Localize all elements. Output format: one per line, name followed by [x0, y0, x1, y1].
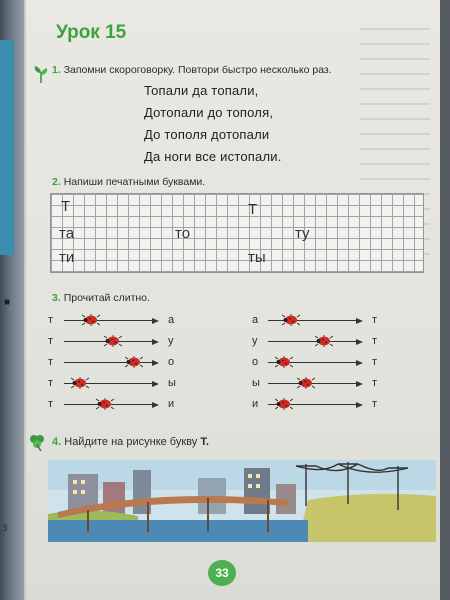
arrow-head: [152, 360, 159, 366]
ladybug-icon: [104, 335, 122, 347]
meadow: [298, 494, 436, 542]
building: [276, 484, 296, 514]
start-letter: т: [48, 356, 54, 368]
end-letter: о: [168, 356, 175, 368]
end-letter: ы: [168, 377, 176, 389]
ladybug-icon: [297, 377, 315, 389]
arrow-head: [356, 360, 363, 366]
building: [198, 478, 226, 514]
start-letter: о: [252, 356, 259, 368]
task-4-title: [52, 436, 209, 448]
workbook-page: [24, 0, 440, 600]
end-letter: и: [168, 398, 175, 410]
poem-line: Топали да топали,: [144, 83, 259, 98]
end-letter: т: [372, 398, 378, 410]
start-letter: у: [252, 335, 258, 347]
arrow-head: [152, 339, 159, 345]
end-letter: у: [168, 335, 174, 347]
reading-arrow: [268, 341, 358, 342]
task-2-number: 2.: [52, 176, 61, 188]
start-letter: и: [252, 398, 259, 410]
arrow-head: [152, 402, 159, 408]
grid-letter: Т: [248, 201, 258, 218]
end-letter: т: [372, 356, 378, 368]
grid-syllable: ту: [295, 225, 310, 242]
ladybug-icon: [315, 335, 333, 347]
task-4-number: 4.: [52, 436, 62, 448]
ladybug-icon: [282, 314, 300, 326]
ladybug-icon: [275, 398, 293, 410]
previous-page-edge: [0, 40, 14, 255]
arrow-head: [356, 381, 363, 387]
ladybug-icon: [71, 377, 89, 389]
start-letter: т: [48, 377, 54, 389]
poem-line: Да ноги все истопали.: [144, 149, 282, 164]
poem-line: Дотопали до тополя,: [144, 105, 274, 120]
ladybug-icon: [96, 398, 114, 410]
ladybug-icon: [275, 356, 293, 368]
reading-arrow: [64, 320, 154, 321]
end-letter: а: [168, 314, 175, 326]
arrow-head: [356, 402, 363, 408]
find-letter-illustration[interactable]: [48, 460, 436, 542]
task-1-text: Запомни скороговорку. Повтори быстро несколько раз.: [63, 64, 332, 76]
start-letter: ы: [252, 377, 260, 389]
task-4-letter: Т.: [200, 436, 209, 448]
arrow-head: [152, 381, 159, 387]
spine-mark: ■: [4, 297, 11, 308]
lesson-title: Урок 15: [56, 22, 127, 43]
task-2-text: Напиши печатными буквами.: [63, 176, 206, 188]
clover-icon: [26, 432, 48, 452]
arrow-head: [152, 318, 159, 324]
ladybug-icon: [125, 356, 143, 368]
spine-fragment: з: [2, 520, 8, 534]
start-letter: т: [48, 335, 54, 347]
page-number: 33: [208, 560, 236, 586]
end-letter: т: [372, 335, 378, 347]
task-1-number: 1.: [52, 64, 61, 76]
end-letter: т: [372, 377, 378, 389]
start-letter: т: [48, 314, 54, 326]
grid-syllable: та: [59, 225, 75, 242]
arrow-head: [356, 318, 363, 324]
end-letter: т: [372, 314, 378, 326]
start-letter: т: [48, 398, 54, 410]
task-3-text: Прочитай слитно.: [63, 292, 150, 304]
start-letter: а: [252, 314, 259, 326]
task-4-text: Найдите на рисунке букву: [64, 436, 201, 448]
ladybug-icon: [82, 314, 100, 326]
grid-syllable: ты: [248, 249, 266, 266]
poem-line: До тополя дотопали: [144, 127, 270, 142]
arrow-head: [356, 339, 363, 345]
grid-syllable: ти: [59, 249, 75, 266]
grid-letter: Т: [61, 198, 71, 215]
grid-syllable: то: [175, 225, 191, 242]
task-3-number: 3.: [52, 292, 61, 304]
